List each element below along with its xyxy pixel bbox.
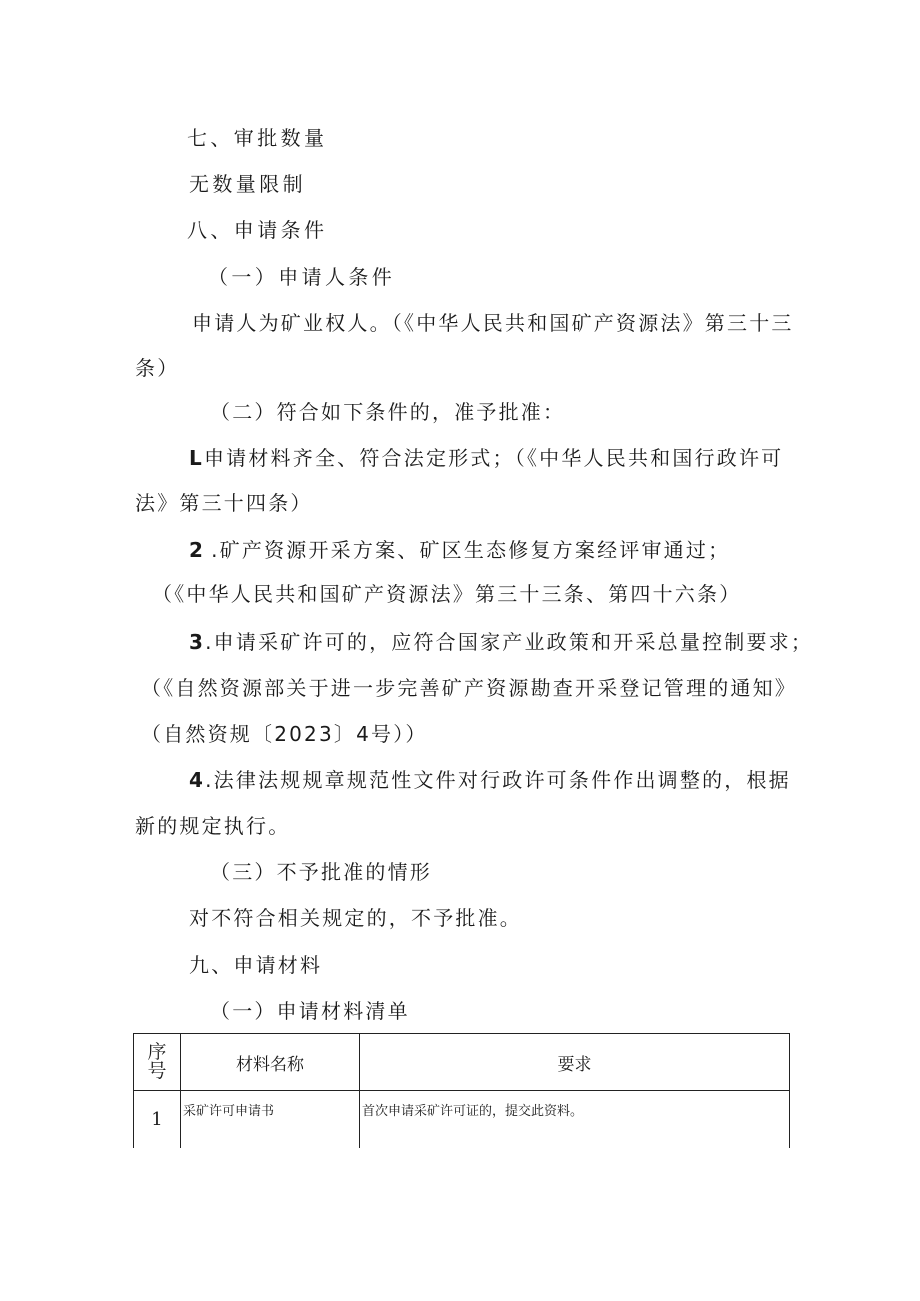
header-no: [134, 1034, 181, 1091]
item-4-number: 4: [189, 768, 206, 792]
item-4-text: .法律法规规章规范性文件对行政许可条件作出调整的，根据: [205, 768, 791, 792]
table-header-row: [134, 1034, 790, 1091]
table-row: [134, 1091, 790, 1149]
section-9-1-heading: （一）申请材料清单: [210, 999, 410, 1023]
header-no-line2: 号: [147, 1060, 167, 1082]
item-2-line2: （《中华人民共和国矿产资源法》第三十三条、第四十六条）: [152, 582, 742, 606]
section-7-body: 无数量限制: [189, 172, 306, 196]
header-requirement: 要求: [360, 1034, 790, 1091]
item-3-text: .申请采矿许可的，应符合国家产业政策和开采总量控制要求；: [205, 630, 814, 654]
section-8-1-heading: （一）申请人条件: [208, 265, 396, 289]
materials-table: [133, 1033, 790, 1148]
header-name: 材料名称: [181, 1034, 360, 1091]
item-2-number: 2: [189, 538, 206, 562]
section-8-3-body: 对不符合相关规定的，不予批准。: [189, 906, 522, 930]
section-8-3-heading: （三）不予批准的情形: [210, 860, 432, 884]
section-8-1-body-line1: 申请人为矿业权人。（《中华人民共和国矿产资源法》第三十三: [192, 311, 794, 335]
row-no: 1: [134, 1091, 181, 1149]
item-2-line1: [189, 538, 730, 562]
item-1-number: L: [189, 446, 204, 470]
section-8-2-heading: （二）符合如下条件的，准予批准：: [210, 400, 566, 424]
section-9-heading: 九、申请材料: [189, 953, 323, 977]
item-3-line1: [189, 630, 813, 654]
section-8-1-body-line2: 条）: [135, 356, 180, 380]
row-name: 采矿许可申请书: [181, 1091, 360, 1149]
item-3-line2: （《自然资源部关于进一步完善矿产资源勘查开采登记管理的通知》: [141, 676, 797, 700]
item-2-text: .矿产资源开采方案、矿区生态修复方案经评审通过；: [211, 538, 731, 562]
item-3-line3: （自然资规〔2023〕4号））: [141, 722, 428, 746]
section-8-heading: 八、申请条件: [187, 218, 328, 242]
item-1-line2: 法》第三十四条）: [135, 491, 313, 515]
header-no-line1: 序: [147, 1041, 167, 1063]
section-7-heading: 七、审批数量: [187, 126, 328, 150]
item-1-text: 申请材料齐全、符合法定形式；（《中华人民共和国行政许可: [203, 446, 784, 470]
row-requirement: 首次申请采矿许可证的，提交此资料。: [360, 1091, 790, 1149]
item-4-line1: [189, 768, 791, 792]
item-4-line2: 新的规定执行。: [135, 814, 291, 838]
item-3-number: 3: [189, 630, 206, 654]
item-1-line1: [189, 446, 783, 470]
